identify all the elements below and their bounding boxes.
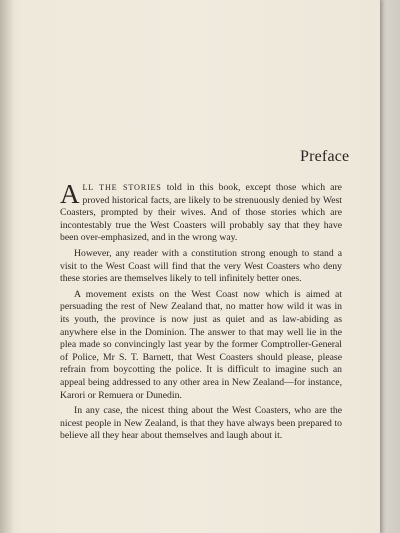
chapter-title: Preface [300, 148, 350, 165]
drop-cap: A [60, 179, 80, 209]
paragraph-1-text: told in this book, except those which are proved historical facts, are likely to be strenuously denied by West Coasters, prompted by their wives. And of those stories which are incontestably true the West Coasters will probably say that they have been over-emphasized, and in the wrong way. [60, 182, 342, 244]
page-gutter [0, 0, 14, 533]
preface-paragraph-1 [60, 179, 342, 245]
lead-in-smallcaps: LL THE STORIES [82, 183, 162, 192]
book-page-edge [378, 0, 400, 533]
preface-body [60, 179, 342, 446]
preface-paragraph-2: However, any reader with a constitution strong enough to stand a visit to the West Coast will find that the very West Coasters who deny these stories are themselves likely to tell infinitely better ones. [60, 247, 342, 285]
preface-paragraph-4: In any case, the nicest thing about the West Coasters, who are the nicest people in New Zealand, is that they have always been prepared to believe all they hear about themselves and laugh about it. [60, 405, 342, 442]
preface-paragraph-3: A movement exists on the West Coast now which is aimed at persuading the rest of New Zealand that, no matter how wild it was in its youth, the province is now just as quiet and as law-abiding as anywhere else in the Dominion. The answer to that may well lie in the plea made so convincingly last year by the former Comptroller-General of Police, Mr S. T. Barnett, that West Coasters should please, please refrain from boycotting the police. It is difficult to imagine such an appeal being addressed to any other area in New Zealand—for instance, Karori or Remuera or Dunedin. [60, 288, 342, 401]
